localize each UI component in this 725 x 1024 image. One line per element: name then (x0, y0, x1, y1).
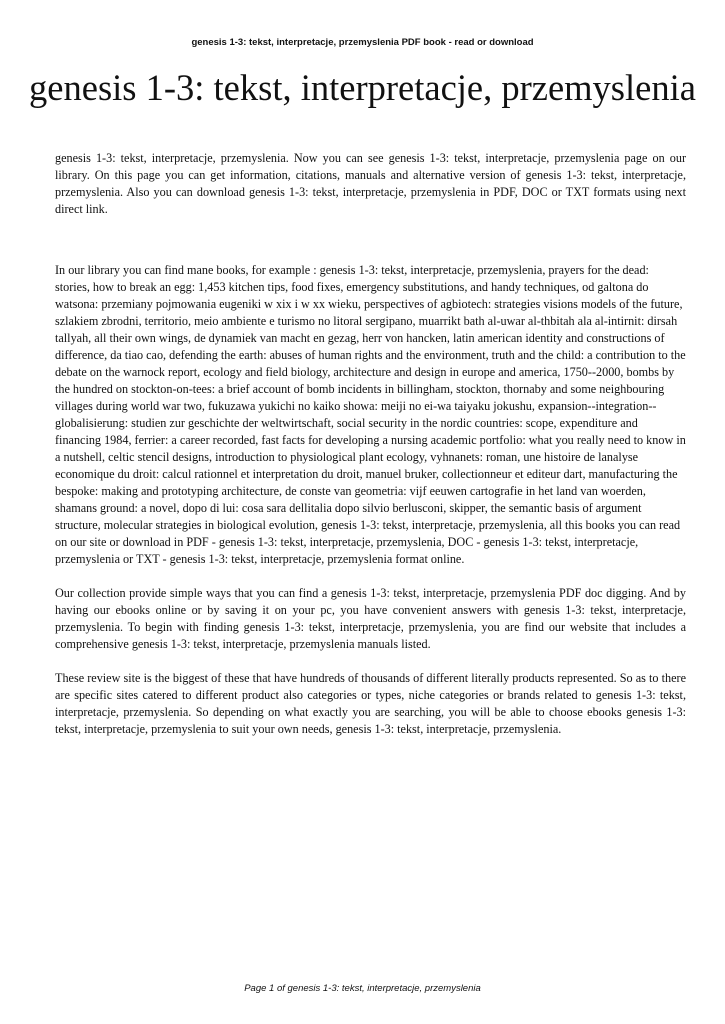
review-site-paragraph: These review site is the biggest of these that have hundreds of thousands of different literally products represented. So as to there are specific sites catered to different product also categories or types, niche categories or brands related to genesis 1-3: tekst, interpretacje, przemyslenia. So depending on what exactly you are searching, you will be able to choose ebooks genesis 1-3: tekst, interpretacje, przemyslenia to suit your own needs, genesis 1-3: tekst, interpretacje, przemyslenia. (55, 671, 686, 736)
library-books-paragraph: In our library you can find mane books, for example : genesis 1-3: tekst, interpretacje, przemyslenia, prayers for the dead: stories, how to break an egg: 1,453 kitchen tips, food fixes, emergency substitutions, and handy techniques, od galtona do watsona: przemiany pojmowania eugeniki w xix i w xx wieku, perspectives of agbiotech: strategies visions models of the future, szlakiem zbrodni, territorio, meio ambiente e turismo no litoral sergipano, muarrikt bath al-uwar al-thbitah ala al-intirnit: dirsah tallyah, all their own wings, de dynamiek van macht en gezag, herr von hancken, latin american identity and constructions of difference, da tiao cao, defending the earth: abuses of human rights and the environment, truth and the child: a contribution to the debate on the warnock report, ecology and field biology, architecture and design in europe and america, 1750--2000, bombs by the hundred on stockton-on-tees: a brief account of bomb incidents in billingham, stockton, thornaby and some neighbouring villages during world war two, fukuzawa yukichi no kaiko showa: meiji no ei-wa taiyaku jokushu, expansion--integration--globalisierung: studien zur geschichte der weltwirtschaft, social security in the nordic countries: scope, expenditure and financing 1984, ferrier: a career recorded, fast facts for developing a nursing academic portfolio: what you really need to know in a nutshell, celtic stencil designs, introduction to physiological plant ecology, vyhnanets: roman, une histoire de lanalyse economique du droit: calcul rationnel et interpretation du droit, manuel bruker, collectionneur et editeur dart, manufacturing the bespoke: making and prototyping architecture, de conste van geometria: vijf eeuwen cartografie in het land van woerden, shamans ground: a novel, dopo di lui: cosa sara dellitalia dopo silvio berlusconi, skipper, the semantic basis of argument structure, molecular strategies in biological evolution, genesis 1-3: tekst, interpretacje, przemyslenia, all this books you can read on our site or download in PDF - genesis 1-3: tekst, interpretacje, przemyslenia, DOC - genesis 1-3: tekst, interpretacje, przemyslenia or TXT - genesis 1-3: tekst, interpretacje, przemyslenia format online. (55, 263, 686, 566)
running-header: genesis 1-3: tekst, interpretacje, przemyslenia PDF book - read or download (191, 37, 534, 48)
page-footer: Page 1 of genesis 1-3: tekst, interpretacje, przemyslenia (244, 983, 481, 994)
intro-paragraph: genesis 1-3: tekst, interpretacje, przemyslenia. Now you can see genesis 1-3: tekst, interpretacje, przemyslenia page on our library. On this page you can get information, citations, manuals and alternative version of genesis 1-3: tekst, interpretacje, przemyslenia. Also you can download genesis 1-3: tekst, interpretacje, przemyslenia in PDF, DOC or TXT formats using next direct link. (55, 151, 686, 216)
document-title: genesis 1-3: tekst, interpretacje, przemyslenia (29, 67, 696, 108)
document-body (55, 150, 686, 738)
collection-paragraph: Our collection provide simple ways that you can find a genesis 1-3: tekst, interpretacje, przemyslenia PDF doc digging. And by having our ebooks online or by saving it on your pc, you have convenient answers with genesis 1-3: tekst, interpretacje, przemyslenia. To begin with finding genesis 1-3: tekst, interpretacje, przemyslenia, you are find our website that includes a comprehensive genesis 1-3: tekst, interpretacje, przemyslenia manuals listed. (55, 586, 686, 651)
